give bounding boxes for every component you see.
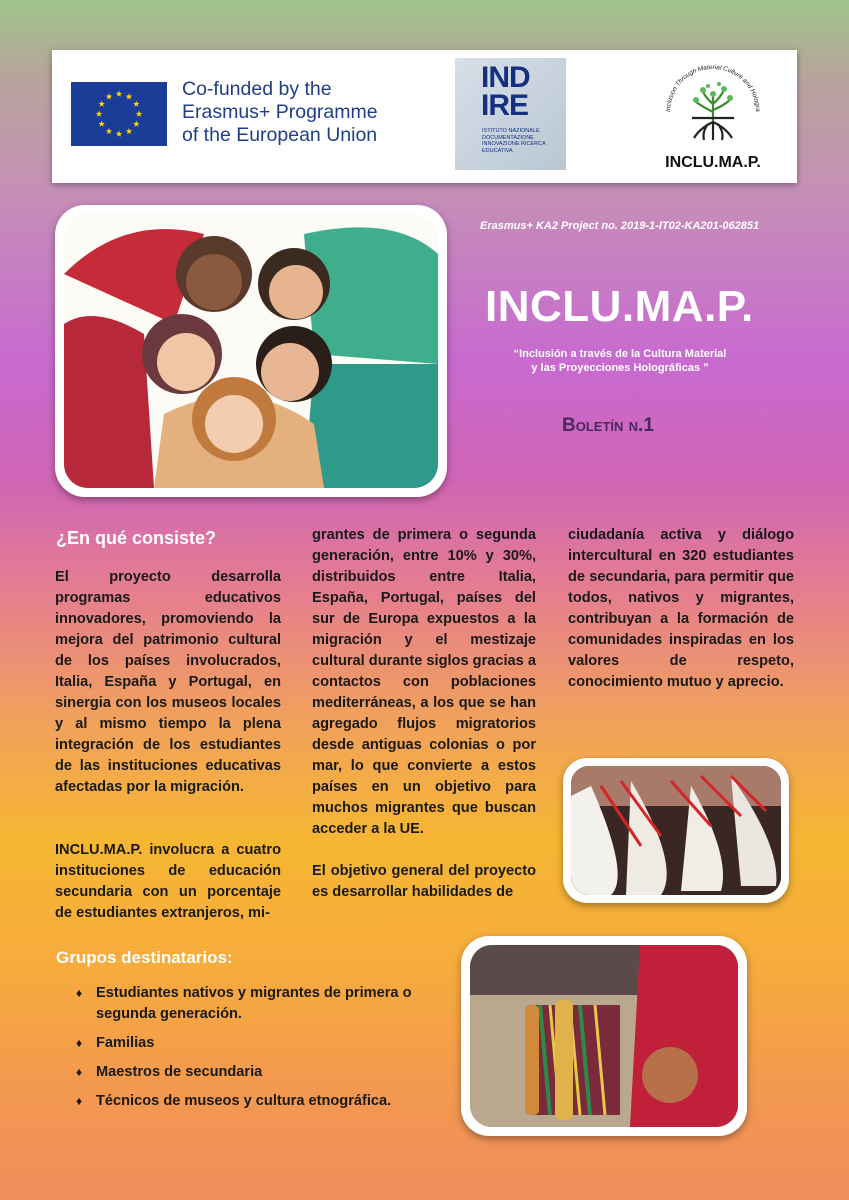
- list-item-text: Técnicos de museos y cultura etnográfica.: [96, 1093, 392, 1109]
- svg-text:Inclusion Through Material Cul: [648, 62, 761, 112]
- section-heading-target-groups: Grupos destinatarios:: [56, 948, 233, 967]
- list-item-text: Estudiantes nativos y migrantes de primera o segunda generación.: [96, 985, 412, 1022]
- indire-logo-line: IND: [481, 61, 530, 94]
- eu-text-line: Erasmus+ Programme: [182, 101, 378, 123]
- diamond-bullet-icon: ♦: [76, 1094, 83, 1108]
- diamond-bullet-icon: ♦: [76, 1065, 83, 1079]
- inclumap-logo: [648, 62, 778, 177]
- text-column-1: [55, 567, 281, 924]
- diamond-bullet-icon: ♦: [76, 1036, 83, 1050]
- paragraph: grantes de primera o segunda generación, entre 10% y 30%, distribuidos entre Italia, España, Portugal, países del sur de Europa expuestos a la migración y el mestizaje cultural durante siglos gracias a contactos con poblaciones mediterráneas, a los que se han agregado flujos migratorios desde antiguas colonias o por mar, lo que convierte a estos países en un objetivo para muchos migrantes que buscan acceder a la UE.: [312, 527, 536, 837]
- eu-cofunded-text: [182, 78, 402, 147]
- list-item: [76, 1062, 446, 1083]
- subtitle-line: y las Proyecciones Holográficas ”: [531, 362, 709, 374]
- indire-logo-caption: ISTITUTO NAZIONALE DOCUMENTAZIONE INNOVAZIONE RICERCA EDUCATIVA: [482, 128, 546, 154]
- section-heading-what: ¿En qué consiste?: [56, 528, 217, 548]
- students-circle-image: [64, 214, 438, 488]
- inclumap-tree-icon: [648, 62, 778, 154]
- list-item: [76, 983, 446, 1025]
- list-item: [76, 1091, 446, 1112]
- photo-weaving-loom: [461, 936, 747, 1136]
- target-groups-list: [76, 983, 446, 1120]
- list-item: [76, 1033, 446, 1054]
- photo-traditional-dancers: [563, 758, 789, 903]
- eu-text-line: Co-funded by the: [182, 78, 332, 100]
- indire-logo-wordmark: [481, 61, 530, 122]
- main-title: INCLU.MA.P.: [485, 282, 754, 331]
- list-item-text: Familias: [96, 1035, 155, 1051]
- hero-photo-students: [55, 205, 447, 497]
- indire-logo-line: IRE: [481, 89, 529, 122]
- project-subtitle: [500, 347, 740, 375]
- partner-logos-banner: [52, 50, 797, 183]
- eu-text-line: of the European Union: [182, 124, 378, 146]
- eu-flag-icon: [71, 82, 167, 146]
- dancers-image: [571, 766, 781, 895]
- diamond-bullet-icon: ♦: [76, 986, 83, 1000]
- list-item-text: Maestros de secundaria: [96, 1064, 263, 1080]
- subtitle-line: “Inclusión a través de la Cultura Material: [513, 348, 727, 360]
- paragraph: El proyecto desarrolla programas educativos innovadores, promoviendo la mejora del patrimonio cultural de los países involucrados, Italia, España y Portugal, en sinergia con los museos locales y al mismo tiempo la plena integración de los estudiantes de las instituciones educativas afectadas por la migración.: [55, 569, 281, 795]
- inclumap-logo-name: INCLU.MA.P.: [665, 154, 761, 171]
- paragraph: INCLU.MA.P. involucra a cuatro instituciones de educación secundaria con un porcentaje de estudiantes extranjeros, mi-: [55, 842, 281, 921]
- project-number: Erasmus+ KA2 Project no. 2019-1-IT02-KA201-062851: [480, 220, 760, 232]
- text-column-2: [312, 525, 536, 903]
- bulletin-number: Boletín n.1: [562, 415, 654, 436]
- paragraph: El objetivo general del proyecto es desarrollar habilidades de: [312, 863, 536, 900]
- inclumap-ring-text: Inclusion Through Material Culture and Hologra: [664, 63, 762, 113]
- text-column-3: [568, 525, 794, 693]
- weaving-image: [470, 945, 738, 1127]
- paragraph: ciudadanía activa y diálogo intercultural en 320 estudiantes de secundaria, para permitir que todos, nativos y migrantes, contribuyan a la formación de comunidades inspiradas en los valores de respeto, conocimiento mutuo y aprecio.: [568, 527, 794, 690]
- indire-logo: [455, 58, 566, 170]
